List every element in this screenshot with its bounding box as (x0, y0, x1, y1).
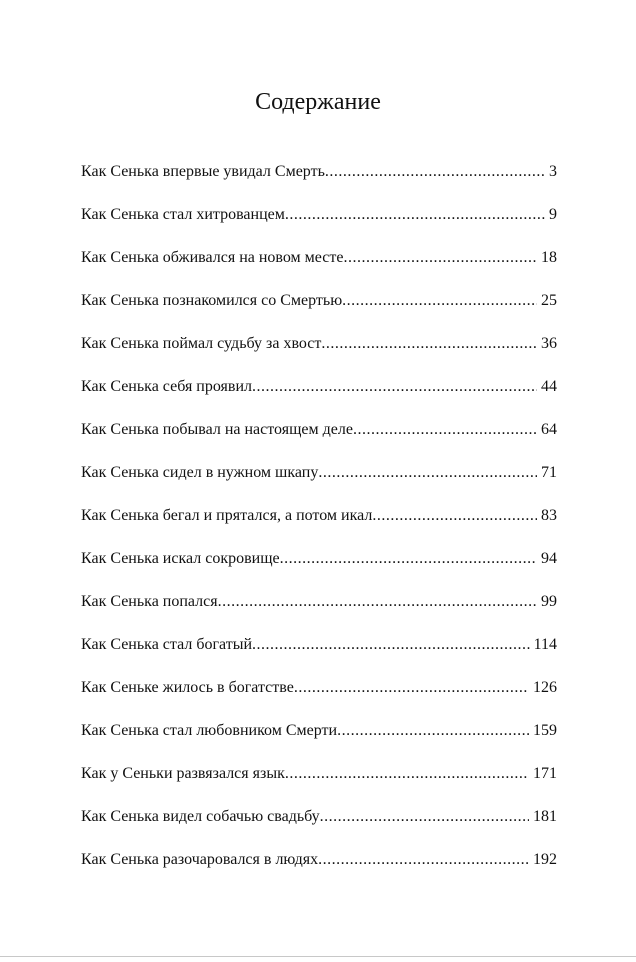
toc-entry (81, 329, 557, 372)
toc-entry (81, 845, 557, 888)
toc-entry (81, 759, 557, 802)
toc-entry (81, 587, 557, 630)
toc-entry-title: Как Сенька поймал судьбу за хвост (81, 335, 322, 352)
toc-entry-page-number: 181 (533, 808, 557, 825)
toc-entry-title: Как Сеньке жилось в богатстве (81, 679, 294, 696)
toc-entry-page-number: 18 (541, 249, 557, 266)
toc-entry-page-number: 126 (533, 679, 557, 696)
toc-entry-page-number: 192 (533, 851, 557, 868)
toc-entry (81, 630, 557, 673)
toc-entry-page-number: 114 (533, 636, 557, 653)
dot-leader (285, 759, 529, 789)
toc-entry-page-number: 44 (541, 378, 557, 395)
dot-leader (252, 372, 537, 402)
page-bottom-edge (0, 956, 636, 957)
dot-leader (294, 673, 529, 703)
toc-entry-page-number: 171 (533, 765, 557, 782)
toc-entry-title: Как Сенька искал сокровище (81, 550, 280, 567)
toc-entry-page-number: 9 (549, 206, 557, 223)
dot-leader (337, 716, 529, 746)
dot-leader (252, 630, 530, 660)
dot-leader (318, 458, 537, 488)
dot-leader (320, 802, 529, 832)
dot-leader (344, 243, 538, 273)
dot-leader (318, 845, 529, 875)
toc-entry-page-number: 99 (541, 593, 557, 610)
dot-leader (218, 587, 537, 617)
toc-entry-title: Как Сенька видел собачью свадьбу (81, 808, 320, 825)
toc-entry-title: Как у Сеньки развязался язык (81, 765, 285, 782)
toc-entry (81, 673, 557, 716)
toc-entry-title: Как Сенька впервые увидал Смерть (81, 163, 325, 180)
toc-entry (81, 200, 557, 243)
toc-entry-title: Как Сенька разочаровался в людях (81, 851, 319, 868)
dot-leader (342, 286, 537, 316)
toc-entry-title: Как Сенька стал любовником Смерти (81, 722, 338, 739)
toc-entry-page-number: 64 (541, 421, 557, 438)
toc-entry (81, 372, 557, 415)
toc-entry (81, 544, 557, 587)
table-of-contents (81, 157, 557, 888)
dot-leader (372, 501, 537, 531)
toc-entry-page-number: 71 (541, 464, 557, 481)
toc-entry-title: Как Сенька сидел в нужном шкапу (81, 464, 319, 481)
toc-entry-title: Как Сенька стал богатый (81, 636, 253, 653)
toc-entry (81, 415, 557, 458)
toc-entry (81, 802, 557, 845)
toc-entry (81, 286, 557, 329)
toc-entry (81, 243, 557, 286)
toc-entry-page-number: 94 (541, 550, 557, 567)
dot-leader (285, 200, 545, 230)
toc-entry (81, 458, 557, 501)
toc-entry (81, 157, 557, 200)
toc-entry-title: Как Сенька стал хитрованцем (81, 206, 285, 223)
page-title: Содержание (255, 89, 381, 115)
toc-entry-title: Как Сенька попался (81, 593, 218, 610)
dot-leader (325, 157, 545, 187)
toc-entry-page-number: 83 (541, 507, 557, 524)
toc-entry (81, 501, 557, 544)
toc-entry-page-number: 159 (533, 722, 557, 739)
toc-entry-page-number: 36 (541, 335, 557, 352)
toc-entry-title: Как Сенька познакомился со Смертью (81, 292, 343, 309)
dot-leader (280, 544, 537, 574)
toc-entry-title: Как Сенька побывал на настоящем деле (81, 421, 353, 438)
toc-entry-page-number: 3 (549, 163, 557, 180)
dot-leader (353, 415, 537, 445)
toc-entry-title: Как Сенька обживался на новом месте (81, 249, 344, 266)
toc-entry-title: Как Сенька себя проявил (81, 378, 253, 395)
toc-entry (81, 716, 557, 759)
dot-leader (321, 329, 537, 359)
toc-entry-title: Как Сенька бегал и прятался, а потом икал (81, 507, 373, 524)
toc-entry-page-number: 25 (541, 292, 557, 309)
